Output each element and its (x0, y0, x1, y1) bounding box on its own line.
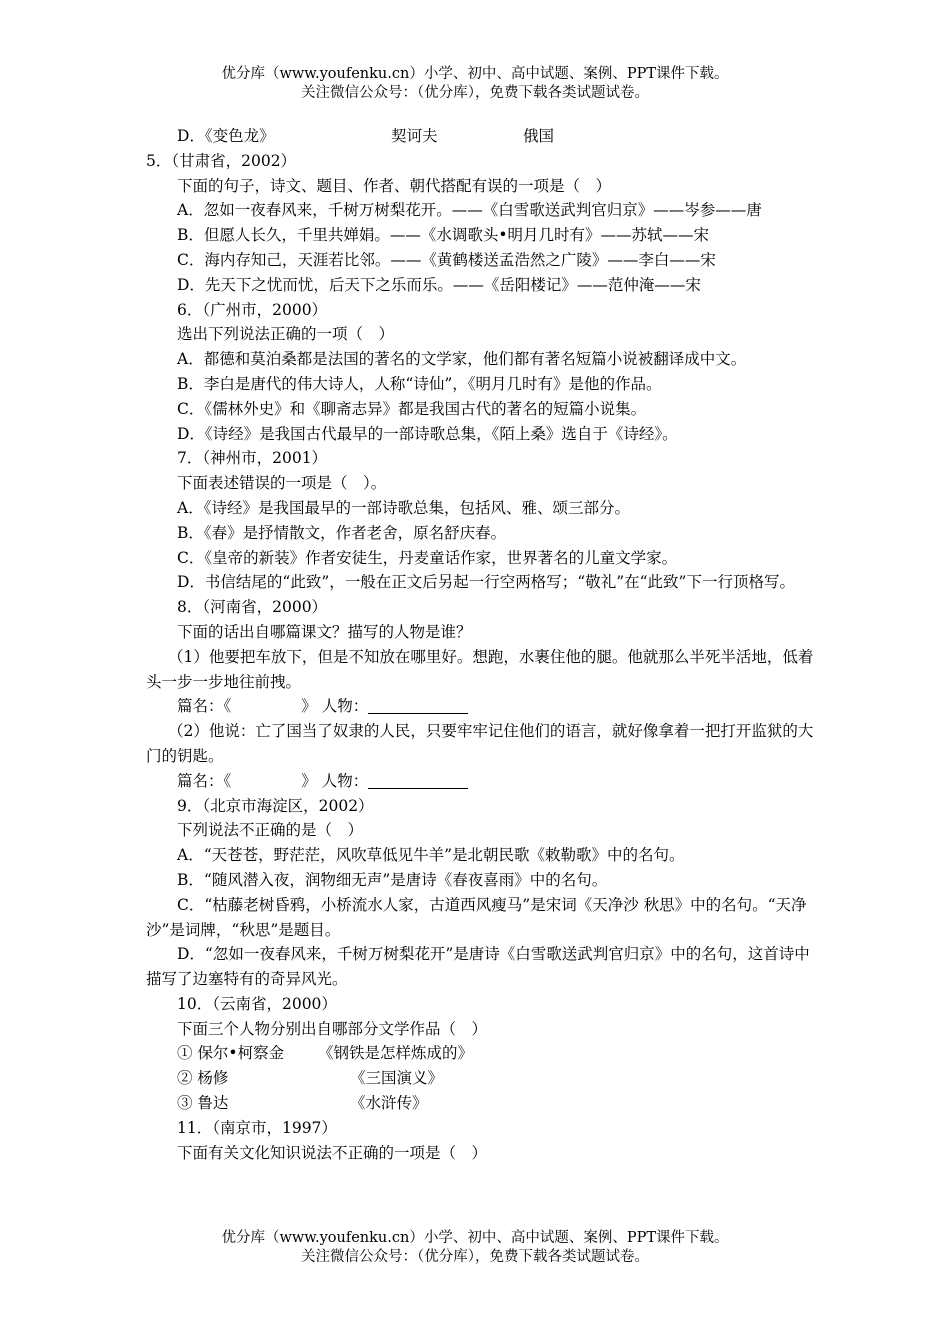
q7-option-d: D．书信结尾的“此致”，一般在正文后另起一行空两格写；“敬礼”在“此致”下一行顶格写。 (177, 573, 795, 592)
q6-option-b: B．李白是唐代的伟大诗人，人称“诗仙”，《明月几时有》是他的作品。 (177, 374, 662, 393)
q8-title-close-2: 》 (301, 771, 317, 790)
q5-head: 5．（甘肃省，2002） (146, 151, 297, 170)
page-header (0, 65, 950, 103)
header-line-1: 优分库（www.youfenku.cn）小学、初中、高中试题、案例、PPT课件下载。 (221, 66, 729, 82)
footer-line-1: 优分库（www.youfenku.cn）小学、初中、高中试题、案例、PPT课件下载。 (221, 1230, 729, 1246)
q10-item-1-name: ① 保尔•柯察金 (177, 1044, 285, 1063)
q8-title-close-1: 》 (301, 697, 317, 716)
q8-head: 8．（河南省，2000） (177, 598, 328, 617)
q8-answer-row-1 (146, 694, 814, 719)
q10-item-3 (146, 1091, 814, 1116)
q10-head: 10．（云南省，2000） (177, 994, 337, 1013)
q10-item-1-work: 《钢铁是怎样炼成的》 (318, 1044, 474, 1063)
q10-item-2 (146, 1066, 814, 1091)
q8-answer-row-2 (146, 769, 814, 794)
q5-option-c: C．海内存知己，天涯若比邻。——《黄鹤楼送孟浩然之广陵》——李白——宋 (177, 250, 716, 269)
q9-head: 9．（北京市海淀区，2002） (177, 796, 374, 815)
q9-option-d: D．“忽如一夜春风来，千树万树梨花开”是唐诗《白雪歌送武判官归京》中的名句，这首诗中描写了边塞特有的奇异风光。 (146, 945, 810, 989)
q5-option-d: D．先天下之忧而忧，后天下之乐而乐。——《岳阳楼记》——范仲淹——宋 (177, 275, 701, 294)
q8-title-label-1: 篇名：《 (177, 697, 232, 716)
q9-option-b: B．“随风潜入夜，润物细无声”是唐诗《春夜喜雨》中的名句。 (177, 870, 608, 889)
q6-head: 6．（广州市，2000） (177, 300, 328, 319)
q10-item-2-name: ② 杨修 (177, 1069, 229, 1088)
q5-option-a: A．忽如一夜春风来，千树万树梨花开。——《白雪歌送武判官归京》——岑参——唐 (177, 201, 762, 220)
q8-person-blank-1[interactable] (368, 696, 468, 714)
q9-option-c: C．“枯藤老树昏鸦，小桥流水人家，古道西风瘦马”是宋词《天净沙 秋思》中的名句。“天净沙”是词牌，“秋思”是题目。 (146, 895, 807, 939)
q7-option-c: C．《皇帝的新装》作者安徒生，丹麦童话作家，世界著名的儿童文学家。 (177, 548, 678, 567)
q10-stem: 下面三个人物分别出自哪部分文学作品（ ） (177, 1019, 488, 1038)
document-body (146, 124, 814, 1165)
footer-line-2: 关注微信公众号：（优分库），免费下载各类试题试卷。 (301, 1249, 649, 1265)
q8-stem: 下面的话出自哪篇课文？描写的人物是谁？ (177, 622, 472, 641)
q8-person-blank-2[interactable] (368, 771, 468, 789)
q10-item-3-work: 《水浒传》 (350, 1094, 428, 1113)
q6-option-c: C．《儒林外史》和《聊斋志异》都是我国古代的著名的短篇小说集。 (177, 399, 647, 418)
q8-title-label-2: 篇名：《 (177, 771, 232, 790)
q7-option-b: B．《春》是抒情散文，作者老舍，原名舒庆春。 (177, 523, 507, 542)
q9-option-a: A．“天苍苍，野茫茫，风吹草低见牛羊”是北朝民歌《敕勒歌》中的名句。 (177, 846, 685, 865)
q10-item-1 (146, 1041, 814, 1066)
q10-item-3-name: ③ 鲁达 (177, 1094, 229, 1113)
q4-option-d-country: 俄国 (523, 127, 555, 145)
q7-head: 7．（神州市，2001） (177, 449, 328, 468)
q11-stem: 下面有关文化知识说法不正确的一项是（ ） (177, 1143, 488, 1162)
q7-option-a: A．《诗经》是我国最早的一部诗歌总集，包括风、雅、颂三部分。 (177, 498, 630, 517)
q4-option-d-author: 契诃夫 (391, 127, 438, 145)
q8-person-label-1: 人物： (321, 697, 369, 716)
q4-option-d-label: D．《变色龙》 (177, 127, 275, 145)
q8-passage-1: （1）他要把车放下，但是不知放在哪里好。想跑，水裹住他的腿。他就那么半死半活地，低着头一步一步地往前拽。 (146, 647, 814, 691)
page-footer (0, 1229, 950, 1267)
q6-stem: 选出下列说法正确的一项（ ） (177, 325, 395, 344)
q9-stem: 下列说法不正确的是（ ） (177, 821, 364, 840)
q5-option-b: B．但愿人长久，千里共婵娟。——《水调歌头•明月几时有》——苏轼——宋 (177, 226, 710, 245)
q8-person-label-2: 人物： (321, 771, 369, 790)
q6-option-a: A．都德和莫泊桑都是法国的著名的文学家，他们都有著名短篇小说被翻译成中文。 (177, 350, 747, 369)
q10-item-2-work: 《三国演义》 (350, 1069, 444, 1088)
q7-stem: 下面表述错误的一项是（ ）。 (177, 474, 387, 493)
q6-option-d: D．《诗经》是我国古代最早的一部诗歌总集，《陌上桑》选自于《诗经》。 (177, 424, 678, 443)
q4-option-d (146, 124, 814, 149)
q5-stem: 下面的句子，诗文、题目、作者、朝代搭配有误的一项是（ ） (177, 176, 612, 195)
q11-head: 11．（南京市，1997） (177, 1118, 337, 1137)
q8-passage-2: （2）他说：亡了国当了奴隶的人民，只要牢牢记住他们的语言，就好像拿着一把打开监狱的大门的钥匙。 (146, 722, 814, 765)
header-line-2: 关注微信公众号：（优分库），免费下载各类试题试卷。 (301, 85, 649, 101)
